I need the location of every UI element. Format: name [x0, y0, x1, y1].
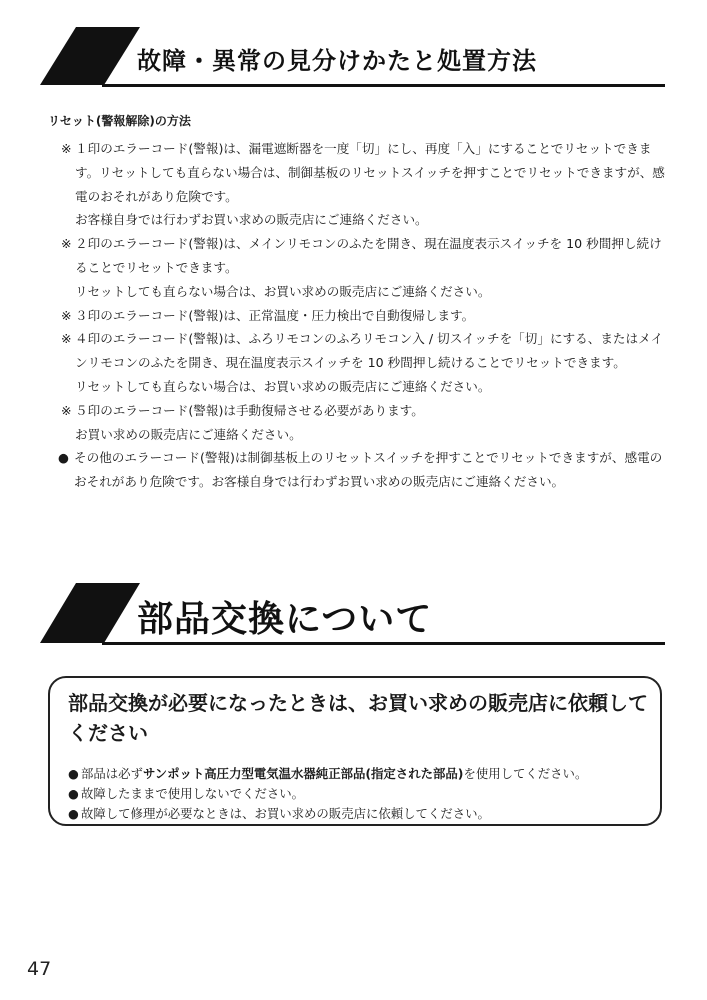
note-asterisk-mark: ※ — [61, 307, 72, 323]
reset-note — [58, 137, 673, 232]
parts-item-text — [81, 764, 587, 784]
heading-underline — [102, 642, 665, 645]
parts-list-item — [68, 764, 653, 784]
reset-note — [58, 446, 673, 494]
bullet-mark: ● — [68, 786, 79, 801]
note-text: お買い求めの販売店にご連絡ください。 — [75, 426, 302, 442]
heading-slash-graphic — [40, 583, 140, 643]
parts-item-text-prefix: 部品は必ず — [81, 766, 143, 781]
reset-note — [58, 304, 673, 328]
heading-underline — [102, 84, 665, 87]
note-text: １印のエラーコード(警報)は、漏電遮断器を一度「切」にし、再度「入」にすることでリセットできます。リセットしても直らない場合は、制御基板のリセットスイッチを押すことでリセットできますが、感電のおそれがあり危険です。 — [75, 141, 665, 204]
bullet-mark: ● — [68, 806, 79, 821]
reset-note — [58, 399, 673, 447]
note-text: その他のエラーコード(警報)は制御基板上のリセットスイッチを押すことでリセットできますが、感電のおそれがあり危険です。お客様自身では行わずお買い求めの販売店にご連絡ください。 — [74, 450, 663, 490]
parts-item-text-prefix: 故障して修理が必要なときは、お買い求めの販売店に依頼してください。 — [81, 806, 490, 821]
note-text: リセットしても直らない場合は、お買い求めの販売店にご連絡ください。 — [75, 283, 491, 299]
parts-item-text-prefix: 故障したままで使用しないでください。 — [81, 786, 305, 801]
note-text: リセットしても直らない場合は、お買い求めの販売店にご連絡ください。 — [75, 378, 491, 394]
heading-slash-graphic — [40, 27, 140, 85]
reset-note — [58, 327, 673, 398]
troubleshooting-heading — [40, 27, 665, 87]
parts-list-item — [68, 804, 653, 824]
troubleshooting-title: 故障・異常の見分けかたと処置方法 — [137, 47, 537, 75]
reset-note — [58, 232, 673, 303]
parts-bullet-list — [68, 764, 653, 824]
page-number: 47 — [27, 958, 52, 980]
parts-item-text — [81, 784, 304, 804]
genuine-parts-emphasis: サンポット高圧力型電気温水器純正部品(指定された部品) — [142, 766, 464, 781]
note-text: ４印のエラーコード(警報)は、ふろリモコンのふろリモコン入 / 切スイッチを「切」にする、またはメインリモコンのふたを開き、現在温度表示スイッチを 10 秒間押し続けることでリセットできます。 — [75, 331, 664, 371]
note-asterisk-mark: ※ — [61, 236, 72, 252]
parts-item-text-suffix: を使用してください。 — [463, 766, 588, 781]
parts-box-title: 部品交換が必要になったときは、お買い求めの販売店に依頼してください — [68, 691, 648, 745]
parts-title: 部品交換について — [137, 599, 433, 640]
note-text: お客様自身では行わずお買い求めの販売店にご連絡ください。 — [75, 212, 428, 228]
parts-replacement-box — [48, 676, 662, 826]
note-text: ２印のエラーコード(警報)は、メインリモコンのふたを開き、現在温度表示スイッチを 10 秒間押し続けることでリセットできます。 — [75, 236, 662, 275]
parts-list-item — [68, 784, 653, 804]
parts-item-text — [81, 804, 490, 824]
note-text: ５印のエラーコード(警報)は手動復帰させる必要があります。 — [75, 402, 424, 418]
note-asterisk-mark: ※ — [61, 141, 72, 156]
reset-notes-list — [58, 137, 673, 494]
note-asterisk-mark: ※ — [61, 402, 72, 418]
note-asterisk-mark: ※ — [61, 331, 72, 347]
note-text: ３印のエラーコード(警報)は、正常温度・圧力検出で自動復帰します。 — [75, 307, 475, 323]
note-bullet-mark: ● — [58, 450, 69, 466]
bullet-mark: ● — [68, 766, 79, 781]
parts-heading — [40, 583, 665, 645]
reset-method-subheading: リセット(警報解除)の方法 — [48, 114, 191, 128]
